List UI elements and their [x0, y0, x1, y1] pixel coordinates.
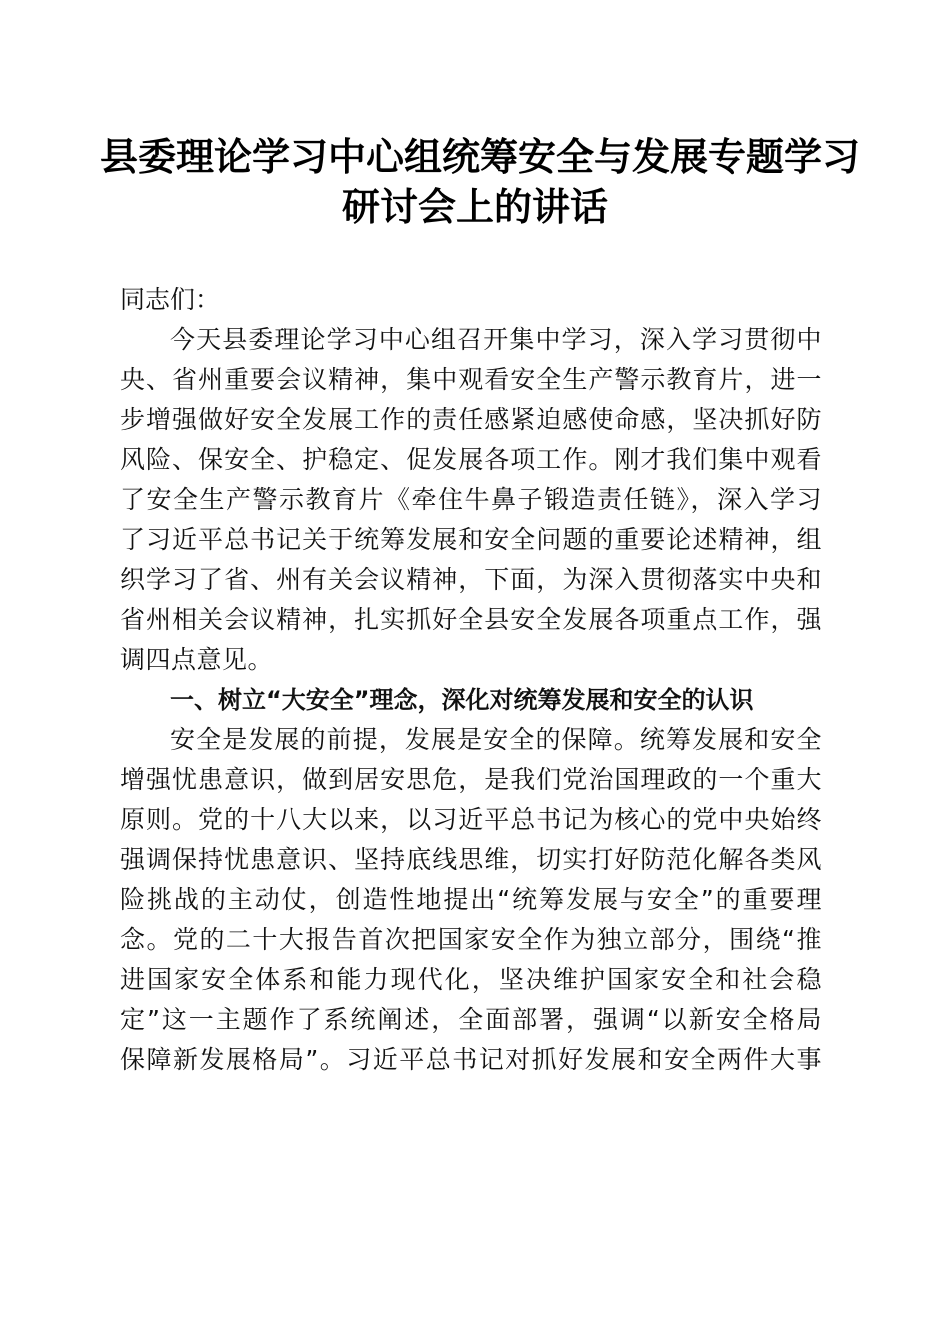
paragraph-line: 原则。党的十八大以来，以习近平总书记为核心的党中央始终 — [120, 805, 822, 834]
paragraph-line: 念。党的二十大报告首次把国家安全作为独立部分，围绕“推 — [120, 925, 822, 954]
paragraph-line: 调四点意见。 — [120, 645, 274, 674]
paragraph-line: 安全是发展的前提，发展是安全的保障。统筹发展和安全 — [170, 725, 822, 754]
paragraph-line: 织学习了省、州有关会议精神，下面，为深入贯彻落实中央和 — [120, 565, 822, 594]
paragraph-line: 了安全生产警示教育片《牵住牛鼻子锻造责任链》，深入学习 — [120, 485, 822, 514]
paragraph-line: 风险、保安全、护稳定、促发展各项工作。刚才我们集中观看 — [120, 445, 822, 474]
paragraph-line: 强调保持忧患意识、坚持底线思维，切实打好防范化解各类风 — [120, 845, 822, 874]
paragraph-line: 了习近平总书记关于统筹发展和安全问题的重要论述精神，组 — [120, 525, 822, 554]
paragraph-line: 进国家安全体系和能力现代化，坚决维护国家安全和社会稳 — [120, 965, 822, 994]
paragraph-1 — [120, 320, 822, 680]
paragraph-line: 保障新发展格局”。习近平总书记对抓好发展和安全两件大事 — [120, 1045, 822, 1074]
title-line-1: 县委理论学习中心组统筹安全与发展专题学习 — [100, 134, 861, 179]
section-heading-1: 一、树立“大安全”理念，深化对统筹发展和安全的认识 — [170, 686, 754, 714]
paragraph-line: 步增强做好安全发展工作的责任感紧迫感使命感，坚决抓好防 — [120, 405, 822, 434]
salutation: 同志们： — [120, 285, 221, 314]
paragraph-line: 定”这一主题作了系统阐述，全面部署，强调“以新安全格局 — [120, 1005, 822, 1034]
paragraph-line: 险挑战的主动仗，创造性地提出“统筹发展与安全”的重要理 — [120, 885, 822, 914]
paragraph-line: 今天县委理论学习中心组召开集中学习，深入学习贯彻中 — [170, 325, 822, 354]
paragraph-line: 央、省州重要会议精神，集中观看安全生产警示教育片，进一 — [120, 365, 822, 394]
title-line-2: 研讨会上的讲话 — [341, 184, 608, 229]
document-title — [100, 132, 861, 232]
paragraph-line: 省州相关会议精神，扎实抓好全县安全发展各项重点工作，强 — [120, 605, 822, 634]
document-body — [120, 280, 822, 1080]
paragraph-2 — [120, 720, 822, 1080]
paragraph-line: 增强忧患意识，做到居安思危，是我们党治国理政的一个重大 — [120, 765, 822, 794]
